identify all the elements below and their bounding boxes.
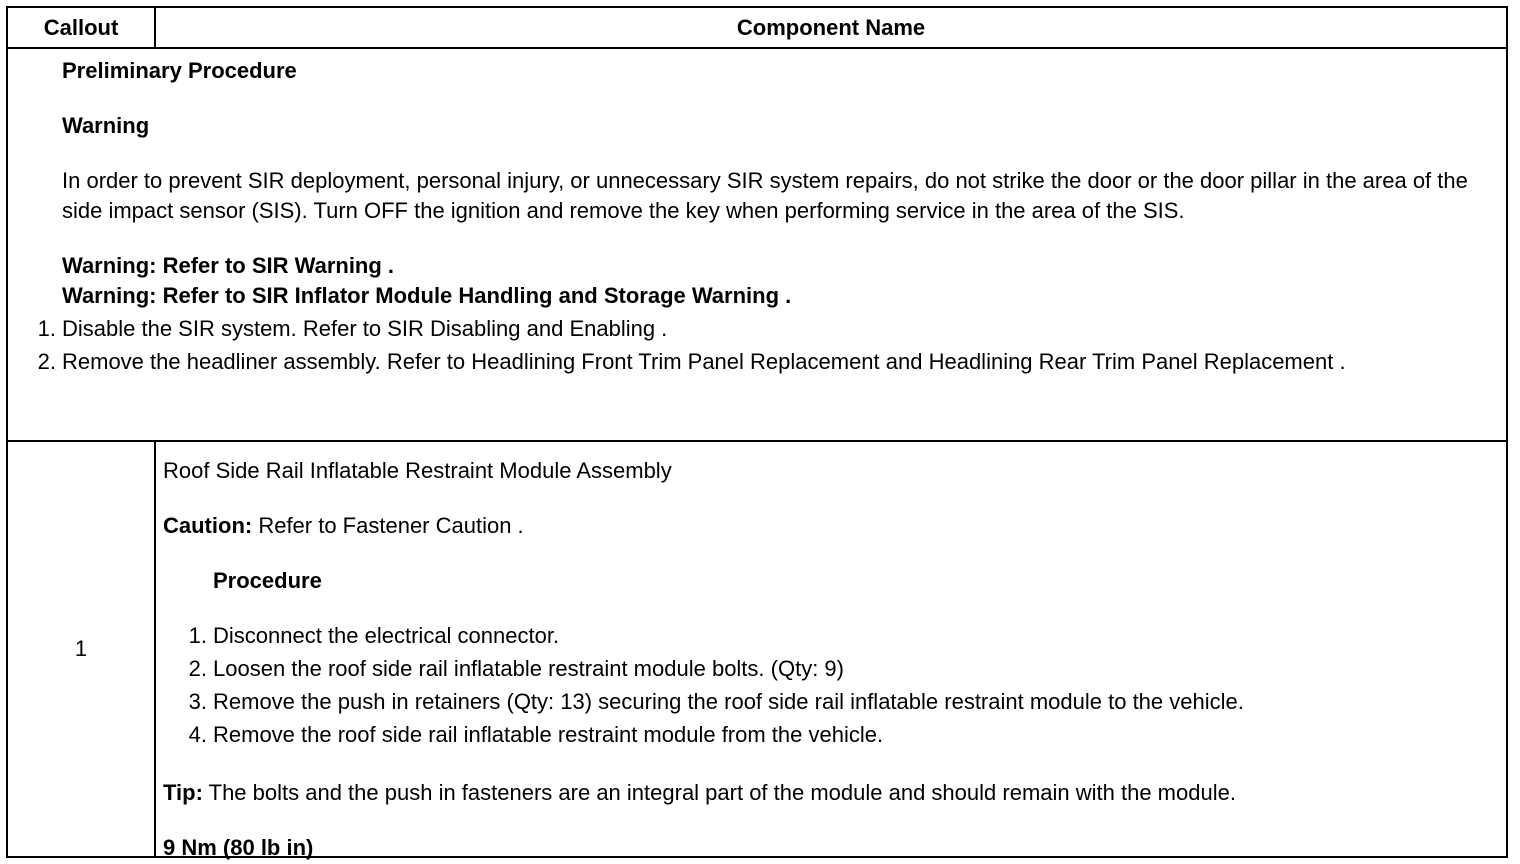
caution-label: Caution: [163, 513, 253, 538]
caution-note [163, 511, 1498, 541]
list-item [188, 654, 1498, 684]
list-item [188, 621, 1498, 651]
table-row [8, 442, 1506, 860]
list-item [37, 314, 1498, 344]
callout-value: 1 [74, 636, 88, 661]
step-text: Loosen the roof side rail inflatable restraint module bolts. (Qty: 9) [213, 656, 844, 681]
step-text: Disconnect the electrical connector. [213, 623, 560, 648]
step-number: 2. [188, 656, 207, 681]
caution-text: Refer to Fastener Caution . [252, 513, 524, 538]
step-text: Remove the headliner assembly. Refer to Headlining Front Trim Panel Replacement and Headlining Rear Trim Panel Replacement . [62, 349, 1346, 374]
tip-label: Tip: [163, 780, 203, 805]
procedure-heading: Procedure [213, 568, 322, 593]
warning-heading: Warning [62, 113, 150, 138]
tip-note [163, 778, 1498, 808]
procedure-steps-list [188, 621, 1498, 750]
callout-column-header: Callout [8, 8, 156, 47]
step-text: Disable the SIR system. Refer to SIR Disabling and Enabling . [62, 316, 668, 341]
list-item [188, 687, 1498, 717]
step-number: 4. [188, 722, 207, 747]
component-name: Roof Side Rail Inflatable Restraint Module Assembly [163, 458, 672, 483]
component-name-column-header: Component Name [736, 15, 926, 40]
warning-reference-sir: Warning: Refer to SIR Warning . [62, 253, 395, 278]
tip-text: The bolts and the push in fasteners are an integral part of the module and should remain with the module. [202, 780, 1236, 805]
preliminary-procedure-title: Preliminary Procedure [62, 58, 297, 83]
step-text: Remove the roof side rail inflatable restraint module from the vehicle. [213, 722, 884, 747]
step-number: 2. [37, 349, 56, 374]
list-item [37, 347, 1498, 377]
callout-number [8, 442, 156, 856]
step-number: 1. [188, 623, 207, 648]
preliminary-steps-list [37, 314, 1498, 377]
component-cell [163, 456, 1498, 863]
preliminary-procedure-row [8, 49, 1506, 442]
table-header-row [8, 8, 1506, 49]
step-number: 3. [188, 689, 207, 714]
step-number: 1. [37, 316, 56, 341]
warning-reference-inflator: Warning: Refer to SIR Inflator Module Handling and Storage Warning . [62, 283, 792, 308]
warning-text: In order to prevent SIR deployment, personal injury, or unnecessary SIR system repairs, do not strike the door or the door pillar in the area of the side impact sensor (SIS). Turn OFF the ignition and remove the key when performing service in the area of the SIS. [62, 168, 1468, 223]
procedure-table [6, 6, 1508, 858]
step-text: Remove the push in retainers (Qty: 13) securing the roof side rail inflatable restraint module to the vehicle. [213, 689, 1244, 714]
torque-spec: 9 Nm (80 lb in) [163, 835, 314, 860]
list-item [188, 720, 1498, 750]
